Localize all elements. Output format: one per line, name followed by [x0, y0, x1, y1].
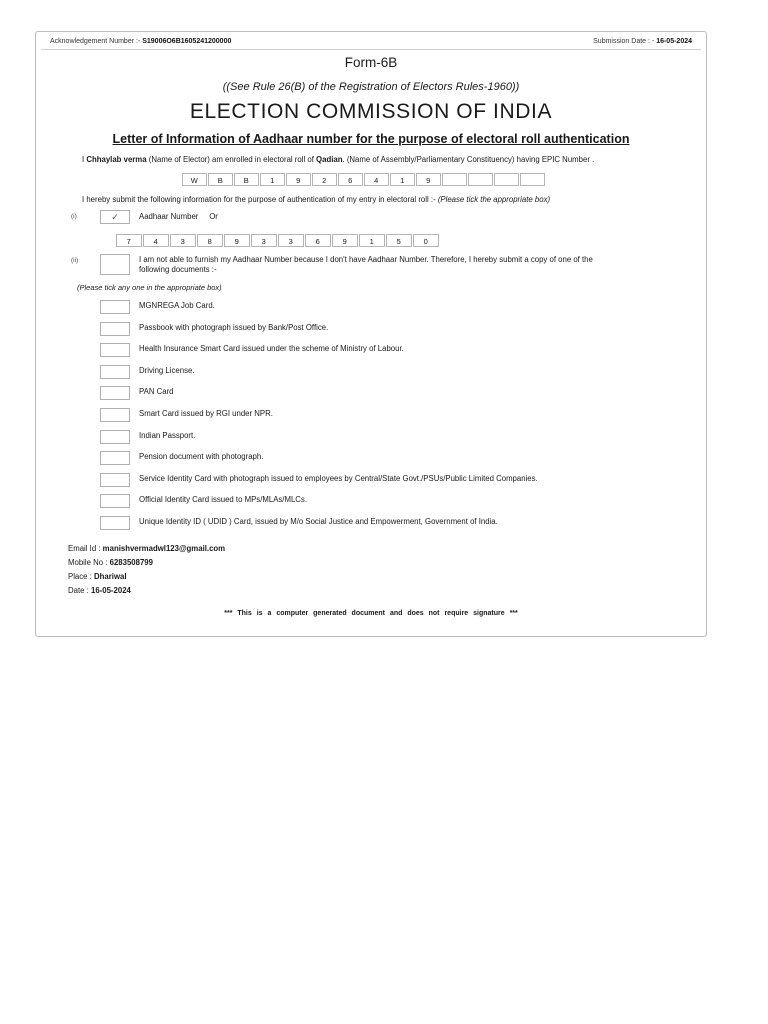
place-line: [68, 572, 127, 581]
email-label: Email Id :: [68, 544, 101, 553]
submit-hint: (Please tick the appropriate box): [437, 195, 551, 204]
acknowledgement-number: [50, 38, 231, 45]
aadhaar-digit-box: 4: [143, 234, 169, 247]
ack-label: Acknowledgement Number :-: [50, 38, 141, 45]
epic-char-box: 9: [416, 173, 441, 186]
aadhaar-digit-box: 6: [305, 234, 331, 247]
aadhaar-digit-box: 5: [386, 234, 412, 247]
aadhaar-label-text: Aadhaar Number: [139, 212, 199, 221]
no-aadhaar-statement: [139, 255, 659, 275]
aadhaar-digit-box: 9: [224, 234, 250, 247]
document-label: Unique Identity ID ( UDID ) Card, issued by M/o Social Justice and Empowerment, Government of India.: [139, 517, 498, 526]
epic-char-box: 1: [390, 173, 415, 186]
constituency-name: Qadian: [316, 155, 343, 164]
document-label: Pension document with photograph.: [139, 452, 264, 462]
submit-statement: [82, 195, 550, 204]
aadhaar-digit-box: 1: [359, 234, 385, 247]
no-aadhaar-line-1: I am not able to furnish my Aadhaar Number because I don't have Aadhaar Number. Therefore, I hereby submit a copy of one of the: [139, 255, 593, 264]
date-line: [68, 586, 131, 595]
form-number: Form-6B: [344, 55, 398, 70]
place-label: Place :: [68, 572, 92, 581]
document-checkbox[interactable]: [100, 494, 130, 508]
epic-char-box: [468, 173, 493, 186]
document-checkbox[interactable]: [100, 365, 130, 379]
aadhaar-number-boxes: [116, 234, 440, 247]
epic-char-box: 9: [286, 173, 311, 186]
document-label: Health Insurance Smart Card issued under the scheme of Ministry of Labour.: [139, 344, 404, 354]
document-label: PAN Card: [139, 387, 174, 397]
document-label: MGNREGA Job Card.: [139, 301, 215, 310]
option-ii-number: (ii): [71, 257, 79, 264]
email-value: manishvermadwl123@gmail.com: [102, 544, 226, 553]
document-checkbox[interactable]: [100, 473, 130, 487]
or-text: Or: [209, 212, 218, 221]
intro-text-2: . (Name of Assembly/Parliamentary Constituency) having EPIC Number .: [342, 155, 595, 164]
document-checkbox[interactable]: [100, 386, 130, 400]
document-label: Official Identity Card issued to MPs/MLAs/MLCs.: [139, 495, 307, 505]
document-checkbox[interactable]: [100, 516, 130, 530]
header-bar: [41, 35, 701, 50]
no-aadhaar-checkbox[interactable]: [100, 254, 130, 275]
form-page: [35, 31, 707, 637]
mobile-label: Mobile No :: [68, 558, 108, 567]
document-checkbox[interactable]: [100, 408, 130, 422]
document-label: Driving License.: [139, 365, 195, 375]
place-value: Dhariwal: [94, 572, 127, 581]
epic-char-box: 2: [312, 173, 337, 186]
email-line: [68, 544, 225, 553]
epic-char-box: B: [208, 173, 233, 186]
submission-label: Submission Date : -: [593, 38, 655, 45]
mobile-value: 6283508799: [109, 558, 153, 567]
date-label: Date :: [68, 586, 89, 595]
epic-char-box: [520, 173, 545, 186]
epic-char-box: W: [182, 173, 207, 186]
aadhaar-digit-box: 3: [170, 234, 196, 247]
aadhaar-digit-box: 7: [116, 234, 142, 247]
epic-char-box: B: [234, 173, 259, 186]
document-checkbox[interactable]: [100, 343, 130, 357]
aadhaar-number-label: [139, 212, 218, 221]
document-checkbox[interactable]: [100, 322, 130, 336]
aadhaar-digit-box: 0: [413, 234, 439, 247]
aadhaar-digit-box: 3: [278, 234, 304, 247]
epic-char-box: [442, 173, 467, 186]
document-label: Passbook with photograph issued by Bank/Post Office.: [139, 322, 329, 332]
document-checkbox[interactable]: [100, 300, 130, 314]
document-checkbox[interactable]: [100, 451, 130, 465]
tick-note: (Please tick any one in the appropriate box): [77, 283, 222, 292]
aadhaar-digit-box: 9: [332, 234, 358, 247]
epic-number-boxes: [182, 173, 546, 186]
epic-char-box: 6: [338, 173, 363, 186]
document-label: Indian Passport.: [139, 430, 196, 440]
intro-text-1: (Name of Elector) am enrolled in electoral roll of: [148, 155, 314, 164]
letter-heading: Letter of Information of Aadhaar number for the purpose of electoral roll authentication: [112, 132, 630, 146]
no-aadhaar-line-2: following documents :-: [139, 265, 217, 274]
document-label: Service Identity Card with photograph issued to employees by Central/State Govt./PSUs/Public Limited Companies.: [139, 473, 538, 483]
epic-char-box: [494, 173, 519, 186]
epic-char-box: 4: [364, 173, 389, 186]
aadhaar-checkbox[interactable]: ✓: [100, 210, 130, 224]
submission-date: [593, 38, 692, 45]
page-title: ELECTION COMMISSION OF INDIA: [189, 100, 553, 123]
aadhaar-digit-box: 8: [197, 234, 223, 247]
submission-value: 16-05-2024: [656, 38, 692, 45]
epic-char-box: 1: [260, 173, 285, 186]
mobile-line: [68, 558, 153, 567]
option-i-number: (i): [71, 213, 77, 220]
submit-text: I hereby submit the following information for the purpose of authentication of my entry in electoral roll :-: [82, 195, 436, 204]
intro-line: [82, 155, 594, 164]
date-value: 16-05-2024: [90, 586, 131, 595]
aadhaar-digit-box: 3: [251, 234, 277, 247]
document-checkbox[interactable]: [100, 430, 130, 444]
document-label: Smart Card issued by RGI under NPR.: [139, 409, 273, 418]
intro-i: I: [82, 155, 85, 164]
ack-value: S19006O6B1605241200000: [142, 38, 232, 45]
rule-reference: ((See Rule 26(B) of the Registration of Electors Rules-1960)): [222, 81, 520, 93]
footer-note: *** This is a computer generated document and does not require signature ***: [224, 610, 518, 617]
elector-name: Chhaylab verma: [86, 155, 147, 164]
